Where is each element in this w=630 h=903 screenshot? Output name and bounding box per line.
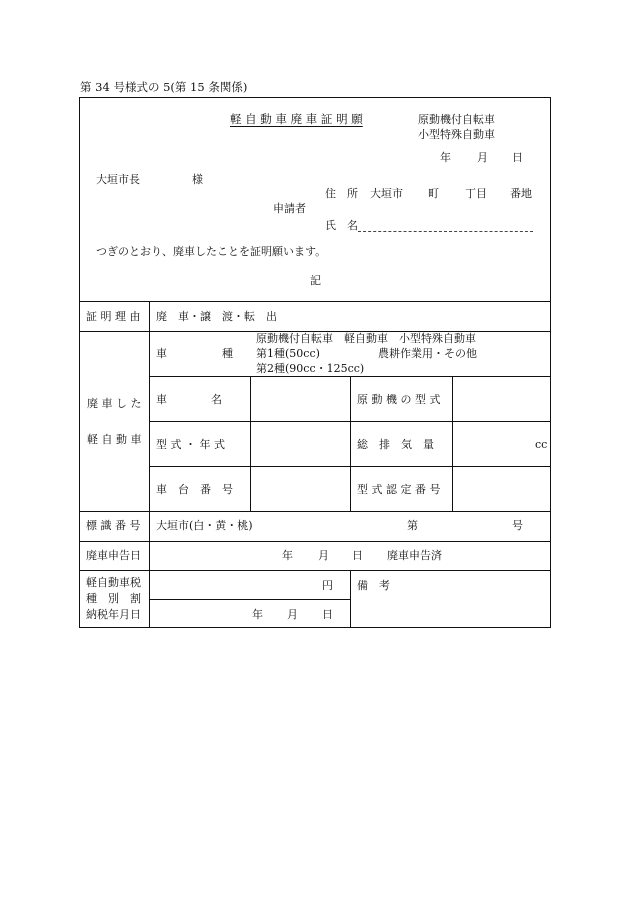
plate-go: 号 bbox=[512, 519, 523, 532]
vehicle-type-line-2a: 第1種(50cc) bbox=[256, 347, 320, 360]
tax-yen: 円 bbox=[322, 579, 333, 592]
plate-city: 大垣市(白・黄・桃) bbox=[156, 519, 253, 532]
displacement-unit: cc bbox=[535, 438, 548, 451]
ki-label: 記 bbox=[310, 274, 321, 287]
declaration-day: 日 bbox=[352, 549, 363, 562]
displacement-label: 総 排 気 量 bbox=[357, 438, 434, 451]
date-year: 年 bbox=[440, 151, 451, 164]
vehicle-section-label-1: 廃 車 し た bbox=[87, 397, 142, 410]
engine-model-label: 原 動 機 の 型 式 bbox=[357, 393, 441, 406]
reason-label: 証 明 理 由 bbox=[86, 310, 141, 323]
tax-year: 年 bbox=[252, 608, 263, 621]
address-chome: 丁目 bbox=[465, 187, 487, 200]
vehicle-name-label: 車 名 bbox=[156, 393, 222, 406]
rule bbox=[350, 570, 351, 628]
vehicle-type-line-3: 第2種(90cc・125cc) bbox=[256, 362, 365, 375]
address-label: 住 所 bbox=[325, 187, 358, 200]
title-type-1: 原動機付自転車 bbox=[418, 113, 495, 126]
tax-label-2: 種 別 割 bbox=[86, 592, 141, 605]
remarks-label: 備 考 bbox=[357, 579, 390, 592]
chassis-label: 車 台 番 号 bbox=[156, 483, 233, 496]
tax-day: 日 bbox=[322, 608, 333, 621]
declaration-year: 年 bbox=[282, 549, 293, 562]
name-underline bbox=[358, 231, 533, 232]
address-city: 大垣市 bbox=[370, 187, 403, 200]
rule bbox=[149, 599, 350, 600]
vehicle-type-line-2b: 農耕作業用・その他 bbox=[378, 347, 477, 360]
reason-value: 廃 車・譲 渡・転 出 bbox=[156, 310, 277, 323]
addressee-honorific: 様 bbox=[192, 173, 203, 186]
title-type-2: 小型特殊自動車 bbox=[418, 128, 495, 141]
plate-dai: 第 bbox=[407, 519, 418, 532]
tax-label-1: 軽自動車税 bbox=[86, 576, 141, 589]
tax-label-3: 納税年月日 bbox=[86, 608, 141, 621]
model-year-label: 型 式 ・ 年 式 bbox=[156, 438, 225, 451]
address-town: 町 bbox=[428, 187, 439, 200]
vehicle-type-label: 車 種 bbox=[156, 347, 233, 360]
date-month: 月 bbox=[477, 151, 488, 164]
address-banchi: 番地 bbox=[510, 187, 532, 200]
date-day: 日 bbox=[512, 151, 523, 164]
plate-label: 標 識 番 号 bbox=[86, 519, 141, 532]
statement: つぎのとおり、廃車したことを証明願います。 bbox=[96, 245, 327, 258]
declaration-status: 廃車申告済 bbox=[387, 549, 442, 562]
form-title: 軽 自 動 車 廃 車 証 明 願 bbox=[230, 112, 363, 126]
applicant-label: 申請者 bbox=[273, 202, 306, 215]
vehicle-section-label-2: 軽 自 動 車 bbox=[87, 433, 142, 446]
declaration-label: 廃車申告日 bbox=[86, 549, 141, 562]
tax-month: 月 bbox=[287, 608, 298, 621]
declaration-month: 月 bbox=[318, 549, 329, 562]
rule bbox=[452, 376, 453, 511]
rule bbox=[149, 301, 150, 628]
addressee-name: 大垣市長 bbox=[96, 173, 140, 186]
rule bbox=[250, 376, 251, 511]
name-label: 氏 名 bbox=[325, 219, 358, 232]
vehicle-type-line-1: 原動機付自転車 軽自動車 小型特殊自動車 bbox=[256, 332, 476, 345]
rule bbox=[350, 376, 351, 511]
cert-number-label: 型 式 認 定 番 号 bbox=[357, 483, 441, 496]
form-number: 第 34 号様式の 5(第 15 条関係) bbox=[80, 80, 248, 94]
